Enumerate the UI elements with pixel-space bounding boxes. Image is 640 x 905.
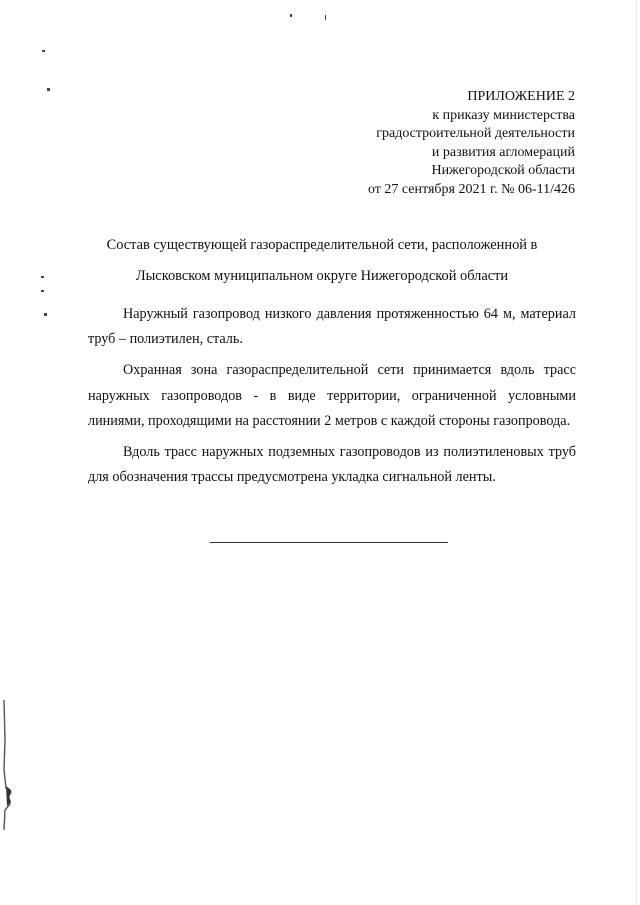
punch-hole-mark bbox=[44, 313, 47, 316]
document-body bbox=[88, 302, 576, 496]
order-date-number: от 27 сентября 2021 г. № 06-11/426 bbox=[367, 181, 575, 197]
punch-hole-mark bbox=[42, 50, 45, 52]
appendix-number: ПРИЛОЖЕНИЕ 2 bbox=[467, 89, 575, 104]
appendix-header bbox=[368, 88, 575, 200]
punch-hole-mark bbox=[41, 276, 44, 278]
punch-hole-mark bbox=[47, 88, 50, 91]
document-title bbox=[72, 230, 572, 292]
paragraph-pipeline-description: Наружный газопровод низкого давления протяженностью 64 м, материал труб – полиэтилен, сталь. bbox=[88, 306, 576, 348]
scan-speck bbox=[325, 15, 326, 20]
punch-hole-mark bbox=[41, 290, 44, 292]
paragraph-protection-zone: Охранная зона газораспределительной сети принимается вдоль трасс наружных газопроводов - в виде территории, ограниченной условными линиями, проходящими на расстоянии 2 метров с каждой стороны газопровода. bbox=[88, 362, 576, 429]
scan-speck bbox=[290, 14, 292, 17]
title-line-1: Состав существующей газораспределительной сети, расположенной в bbox=[106, 237, 538, 253]
closing-divider-line bbox=[210, 542, 448, 543]
paragraph-signal-tape: Вдоль трасс наружных подземных газопроводов из полиэтиленовых труб для обозначения трассы предусмотрена укладка сигнальной ленты. bbox=[88, 444, 576, 486]
ministry-name-line-2: и развития агломераций bbox=[431, 144, 575, 160]
page-edge-shadow bbox=[636, 0, 637, 905]
binding-edge-artifact bbox=[2, 700, 12, 830]
region-name-line: Нижегородской области bbox=[431, 163, 575, 179]
title-line-2: Лысковском муниципальном округе Нижегородской области bbox=[135, 268, 509, 284]
order-reference-line: к приказу министерства bbox=[432, 107, 575, 123]
ministry-name-line-1: градостроительной деятельности bbox=[376, 126, 575, 142]
